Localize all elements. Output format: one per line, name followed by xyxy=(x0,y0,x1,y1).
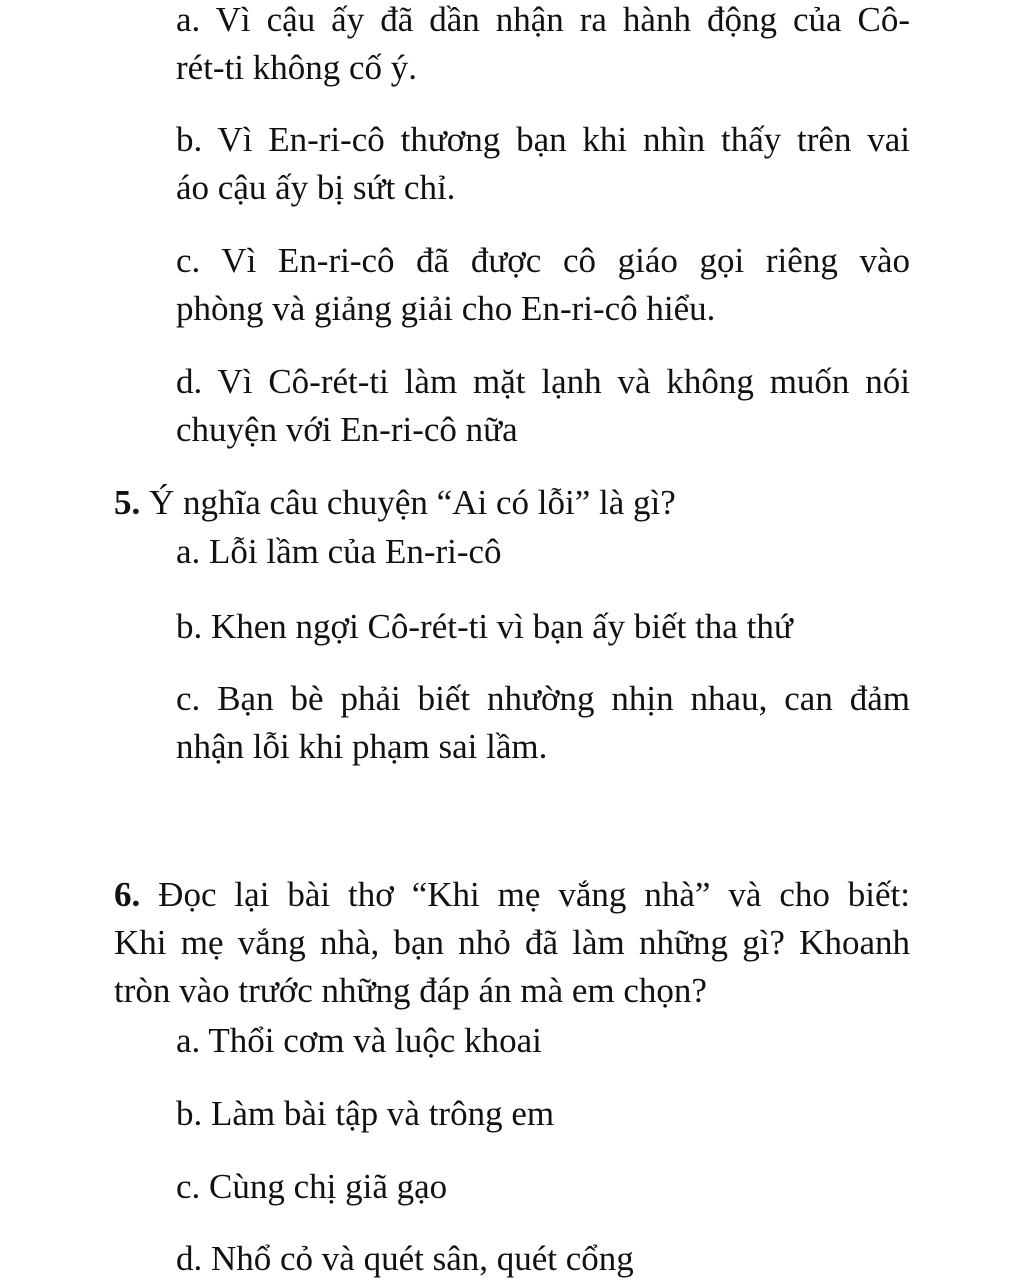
q4-option-b xyxy=(176,116,910,212)
question-6 xyxy=(114,871,910,1015)
q6-option-c xyxy=(176,1163,910,1211)
q4-option-b-line2: áo cậu ấy bị sứt chỉ. xyxy=(176,168,456,207)
question-6-line2: Khi mẹ vắng nhà, bạn nhỏ đã làm những gì? Khoanh xyxy=(114,923,910,962)
q4-option-a-line1: a. Vì cậu ấy đã dần nhận ra hành động của Cô- xyxy=(176,0,910,39)
q4-option-a xyxy=(176,0,910,92)
question-6-line3: tròn vào trước những đáp án mà em chọn? xyxy=(114,971,707,1010)
q6-option-a xyxy=(176,1017,910,1065)
q5-option-a xyxy=(176,528,910,576)
question-6-number: 6. xyxy=(114,875,141,914)
q4-option-c xyxy=(176,237,910,333)
q4-option-d xyxy=(176,358,910,454)
q6-option-d-line1: d. Nhổ cỏ và quét sân, quét cổng xyxy=(176,1239,634,1278)
q6-option-a-line1: a. Thổi cơm và luộc khoai xyxy=(176,1021,542,1060)
q5-option-a-line1: a. Lỗi lầm của En-ri-cô xyxy=(176,532,502,571)
q4-option-a-line2: rét-ti không cố ý. xyxy=(176,48,418,87)
q5-option-c xyxy=(176,675,910,771)
q6-option-b xyxy=(176,1090,910,1138)
q5-option-c-line1: c. Bạn bè phải biết nhường nhịn nhau, can đảm xyxy=(176,679,910,718)
q4-option-b-line1: b. Vì En-ri-cô thương bạn khi nhìn thấy trên vai xyxy=(176,120,910,159)
q6-option-b-line1: b. Làm bài tập và trông em xyxy=(176,1094,555,1133)
q5-option-b xyxy=(176,603,910,651)
question-5-number: 5. xyxy=(114,483,141,522)
question-6-line1: Đọc lại bài thơ “Khi mẹ vắng nhà” và cho biết: xyxy=(140,875,910,914)
question-5 xyxy=(114,479,910,527)
q5-option-c-line2: nhận lỗi khi phạm sai lầm. xyxy=(176,727,548,766)
q4-option-d-line1: d. Vì Cô-rét-ti làm mặt lạnh và không muốn nói xyxy=(176,362,910,401)
q6-option-d xyxy=(176,1235,910,1283)
q6-option-c-line1: c. Cùng chị giã gạo xyxy=(176,1167,448,1206)
q4-option-c-line1: c. Vì En-ri-cô đã được cô giáo gọi riêng vào xyxy=(176,241,910,280)
q4-option-c-line2: phòng và giảng giải cho En-ri-cô hiểu. xyxy=(176,289,716,328)
question-5-text: Ý nghĩa câu chuyện “Ai có lỗi” là gì? xyxy=(140,483,676,522)
q4-option-d-line2: chuyện với En-ri-cô nữa xyxy=(176,410,518,449)
q5-option-b-line1: b. Khen ngợi Cô-rét-ti vì bạn ấy biết tha thứ xyxy=(176,607,793,646)
